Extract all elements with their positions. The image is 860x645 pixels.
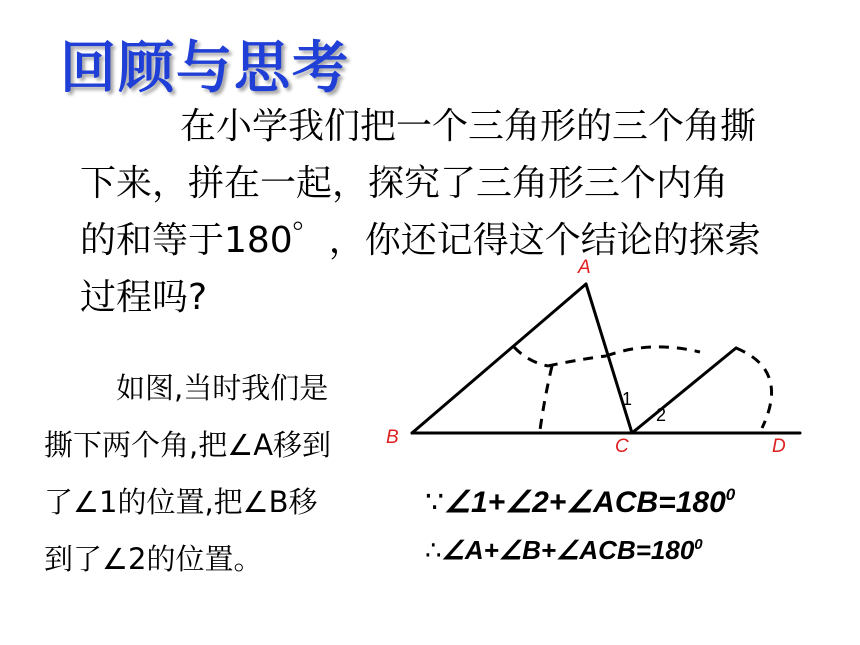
side-line-1: 如图,当时我们是 — [116, 371, 329, 405]
intro-line-3: 的和等于180゜，你还记得这个结论的探索 — [80, 220, 761, 261]
formula-because-text: ∠1+∠2+∠ACB=180 — [444, 486, 726, 519]
therefore-symbol: ∴ — [425, 536, 442, 566]
because-symbol: ∵ — [425, 485, 445, 520]
side-line-4: 到了∠2的位置。 — [44, 542, 263, 576]
formula-because-sup: 0 — [725, 485, 736, 504]
line-BA — [412, 284, 586, 433]
torn-edge-right — [736, 348, 772, 428]
angle-label-1: 1 — [622, 389, 633, 409]
vertex-label-A: A — [578, 257, 591, 278]
vertex-label-D: D — [772, 436, 786, 457]
angle-arc-A — [514, 347, 548, 366]
line-CE — [632, 348, 736, 433]
torn-edge-A — [548, 356, 606, 366]
formula-therefore-sup: 0 — [694, 536, 703, 553]
side-line-2: 撕下两个角,把∠A移到 — [44, 428, 332, 462]
page-title: 回顾与思考 — [60, 36, 350, 101]
formula-therefore — [425, 535, 703, 566]
formula-because — [425, 485, 735, 520]
side-line-3: 了∠1的位置,把∠B移 — [44, 485, 318, 519]
vertex-label-B: B — [386, 427, 399, 448]
angle-label-2: 2 — [656, 405, 667, 425]
formula-therefore-text: ∠A+∠B+∠ACB=180 — [441, 535, 695, 565]
intro-line-4: 过程吗? — [80, 277, 208, 318]
torn-edge-B — [540, 366, 552, 430]
vertex-label-C: C — [615, 436, 629, 457]
intro-line-1: 在小学我们把一个三角形的三个角撕 — [180, 106, 757, 147]
torn-edge-top — [606, 347, 700, 356]
intro-line-2: 下来，拼在一起，探究了三角形三个内角 — [80, 163, 729, 204]
